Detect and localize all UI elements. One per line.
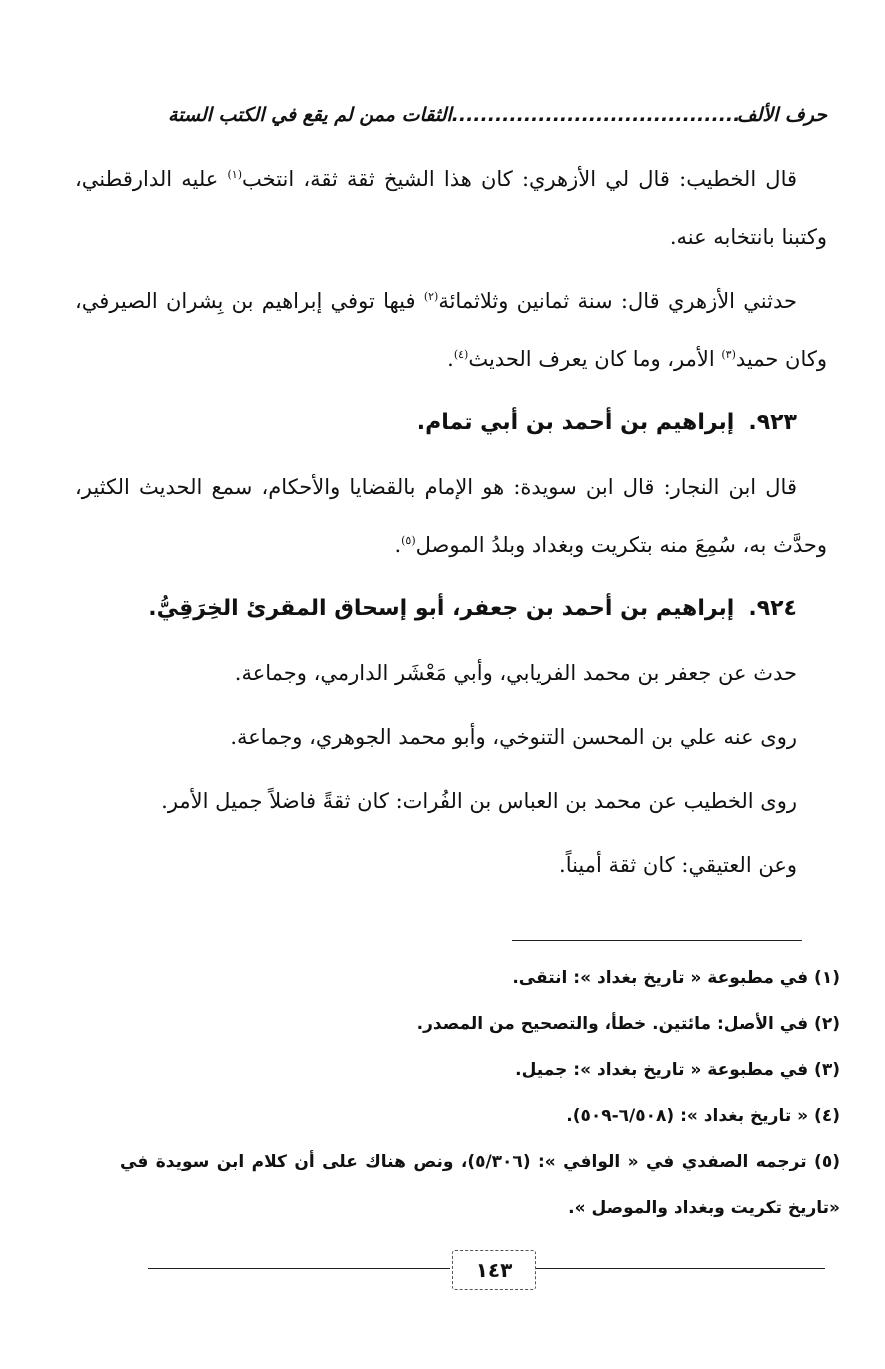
entry-number: ٩٢٤. xyxy=(748,596,797,621)
footnote-marker: (٢) xyxy=(423,290,439,303)
paragraph-2 xyxy=(75,272,827,388)
paragraph-text: حدثني الأزهري قال: سنة ثمانين وثلاثمائة xyxy=(438,289,797,313)
book-title: الثقات ممن لم يقع في الكتب الستة xyxy=(168,104,452,126)
entry-heading-923 xyxy=(75,394,827,452)
running-header-section xyxy=(737,104,827,126)
footnote-marker: (٥) xyxy=(401,534,416,547)
entry-title: إبراهيم بن أحمد بن جعفر، أبو إسحاق المقرئ الخِرَقِيُّ. xyxy=(148,596,735,621)
paragraph-5: روى عنه علي بن المحسن التنوخي، وأبو محمد الجوهري، وجماعة. xyxy=(230,725,797,749)
paragraph-text: قال الخطيب: قال لي الأزهري: كان هذا الشيخ ثقة ثقة، انتخب xyxy=(242,167,798,191)
footnote-4: (٤) « تاريخ بغداد »: (٦/٥٠٨-٥٠٩). xyxy=(566,1106,840,1126)
entry-number: ٩٢٣. xyxy=(748,410,797,435)
paragraph-text: قال ابن النجار: قال ابن سويدة: هو الإمام بالقضايا والأحكام، سمع الحديث الكثير، وحدَّث به، سُمِعَ منه بتكريت وبغداد وبلدُ الموصل xyxy=(75,475,827,557)
footnote-divider xyxy=(512,940,802,941)
running-header-book xyxy=(168,104,740,126)
paragraph-4: حدث عن جعفر بن محمد الفريابي، وأبي مَعْشَر الدارمي، وجماعة. xyxy=(234,661,797,685)
paragraph-6: روى الخطيب عن محمد بن العباس بن الفُرات: كان ثقةً فاضلاً جميل الأمر. xyxy=(161,789,797,813)
footnote-marker: (١) xyxy=(227,168,243,181)
entry-heading-924 xyxy=(75,580,827,638)
paragraph-7: وعن العتيقي: كان ثقة أميناً. xyxy=(559,853,797,877)
footnote-5: (٥) ترجمه الصفدي في « الوافي »: (٥/٣٠٦)، ونص هناك على أن كلام ابن سويدة في «تاريخ تكريت وبغداد والموصل ». xyxy=(120,1152,840,1218)
section-title: حرف الألف xyxy=(736,104,827,126)
paragraph-text: . xyxy=(447,347,454,371)
paragraph-text: عليه الدارقطني، وكتبنا بانتخابه عنه. xyxy=(75,167,827,249)
entry-title: إبراهيم بن أحمد بن أبي تمام. xyxy=(416,410,735,435)
footnote-1: (١) في مطبوعة « تاريخ بغداد »: انتقى. xyxy=(512,968,840,988)
bottom-rule-left xyxy=(148,1268,450,1269)
paragraph-3 xyxy=(75,458,827,574)
footnote-marker: (٣) xyxy=(721,348,736,361)
page-number: ١٤٣ xyxy=(452,1250,536,1290)
main-text xyxy=(75,150,827,900)
paragraph-text: الأمر، وما كان يعرف الحديث xyxy=(468,347,722,371)
bottom-rule-right xyxy=(535,1268,825,1269)
paragraph-text: فيها توفي إبراهيم بن بِشران الصيرفي، وكان حميد xyxy=(75,289,827,371)
header-leader-dots: ........................................ xyxy=(451,104,741,126)
paragraph-text: . xyxy=(394,533,402,557)
paragraph-1 xyxy=(75,150,827,266)
footnote-marker: (٤) xyxy=(453,348,469,361)
footnote-3: (٣) في مطبوعة « تاريخ بغداد »: جميل. xyxy=(515,1060,840,1080)
footnotes xyxy=(120,955,840,1231)
footnote-2: (٢) في الأصل: مائتين. خطأ، والتصحيح من المصدر. xyxy=(416,1014,840,1034)
